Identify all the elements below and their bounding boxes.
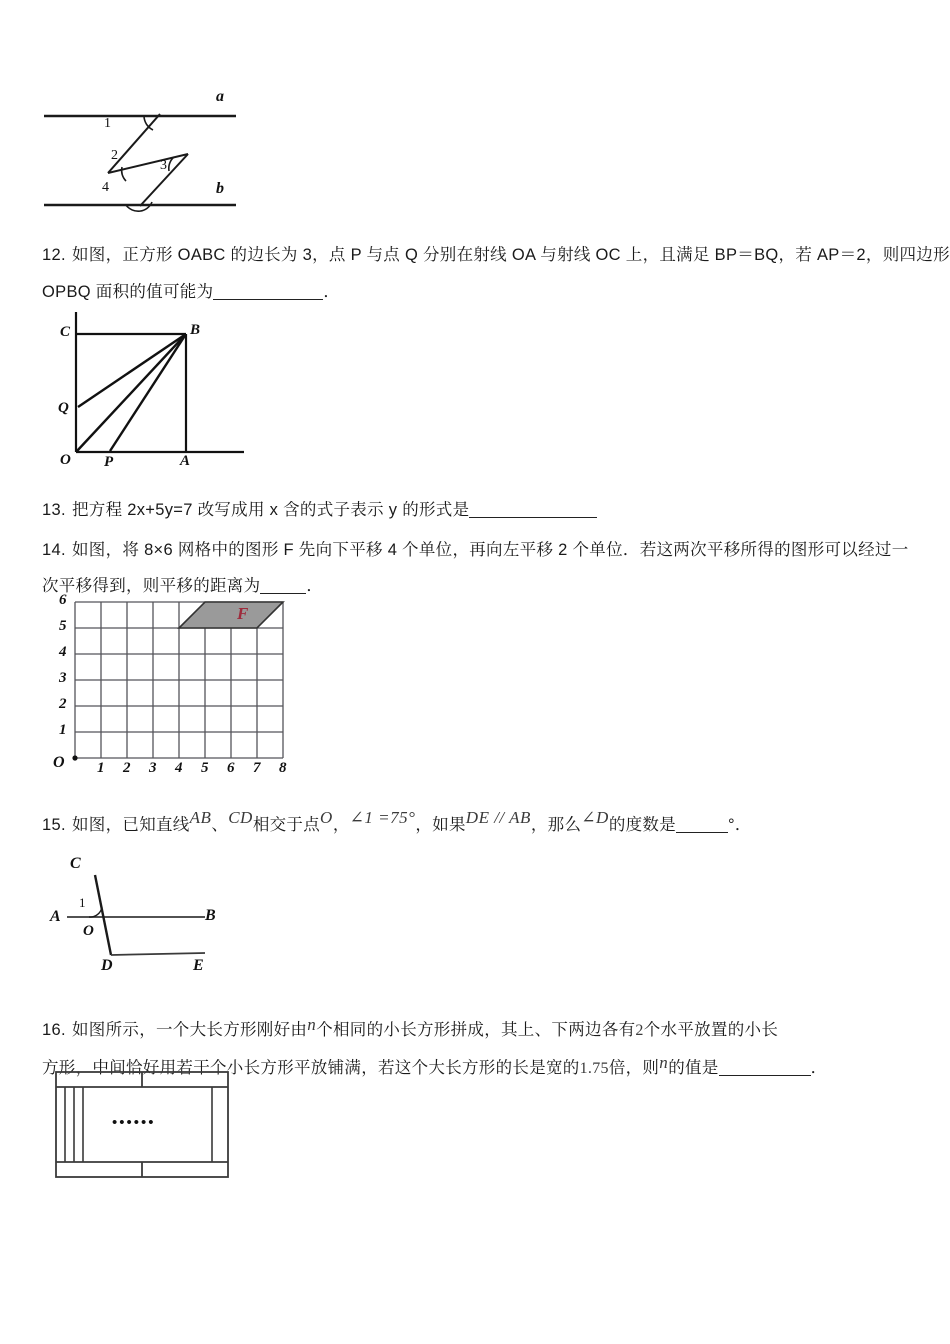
label-q: Q: [58, 400, 69, 416]
intersecting-lines-figure: [45, 855, 295, 985]
question-16-line-1: [42, 1010, 778, 1051]
origin-dot: [72, 755, 77, 760]
shape-f-parallelogram: [179, 602, 283, 628]
question-15-math-o: O: [320, 808, 333, 827]
question-16-number: 16.: [42, 1021, 66, 1039]
question-15-number: 15.: [42, 816, 66, 834]
packed-rectangles-figure: [52, 1068, 252, 1183]
question-15-text-8: °．: [728, 816, 752, 834]
label-b: B: [205, 907, 216, 924]
question-12-period: ．: [323, 283, 341, 301]
question-15-math-de-parallel-ab: DE // AB: [465, 808, 531, 827]
question-16-math-n-2: n: [659, 1053, 669, 1072]
parallel-lines-angles-figure: [40, 88, 255, 218]
question-15-text-7: 的度数是: [608, 816, 677, 834]
question-14-line-1: [42, 530, 909, 570]
grid-xtick-3: 3: [149, 760, 157, 776]
question-15-math-angle1: ∠1 =75°: [349, 808, 416, 827]
question-15-text-1: 如图，已知直线: [72, 816, 190, 834]
question-12-number: 12.: [42, 246, 66, 264]
line-de: [111, 953, 205, 955]
grid-xtick-4: 4: [175, 760, 183, 776]
grid-ytick-1: 1: [59, 722, 67, 738]
angle-1-label: 1: [104, 116, 111, 131]
question-16-text-5: 倍，则: [608, 1059, 660, 1077]
angle-4-label: 4: [102, 180, 109, 195]
grid-ytick-4: 4: [59, 644, 67, 660]
label-p: P: [104, 454, 114, 470]
question-15-text-5: ，如果: [415, 816, 466, 834]
ellipsis-label: ••••••: [112, 1114, 156, 1131]
label-a: A: [180, 453, 191, 469]
question-15-math-cd: CD: [228, 808, 253, 827]
label-d: D: [101, 957, 113, 974]
question-14-text-1: 如图，将 8×6 网格中的图形 F 先向下平移 4 个单位，再向左平移 2 个单位．若这两次平移所得的图形可以经过一: [72, 541, 909, 559]
label-o: O: [83, 923, 94, 939]
question-12-line-1: [42, 235, 950, 275]
question-16-text-3: 个水平放置的小长: [643, 1021, 779, 1039]
segment-bq: [78, 334, 186, 407]
intersecting-lines-svg: [45, 855, 295, 985]
question-12-text-2: OPBQ 面积的值可能为: [42, 283, 214, 301]
line-a-label: a: [216, 88, 224, 105]
segment-middle-upper: [108, 154, 188, 173]
question-15-answer-blank[interactable]: [676, 832, 728, 833]
question-14-number: 14.: [42, 541, 66, 559]
question-15-math-angle-d: ∠D: [581, 808, 609, 827]
grid-ytick-5: 5: [59, 618, 67, 634]
question-16-text-1: 如图所示，一个大长方形刚好由: [72, 1021, 308, 1039]
question-16-period: ．: [810, 1059, 828, 1077]
question-16-answer-blank[interactable]: [719, 1075, 811, 1076]
segment-bp: [110, 334, 186, 451]
square-oabc-figure: [52, 312, 272, 472]
shape-f-label: F: [237, 604, 249, 623]
label-c: C: [70, 855, 81, 872]
question-13-number: 13.: [42, 501, 66, 519]
question-16-text-6: 的值是: [668, 1059, 719, 1077]
grid-xtick-6: 6: [227, 760, 235, 776]
angle-1-arc: [89, 907, 102, 917]
grid-xtick-2: 2: [123, 760, 131, 776]
question-14-text-2: 次平移得到，则平移的距离为: [42, 577, 261, 595]
grid-xtick-7: 7: [253, 760, 261, 776]
question-15-line: [42, 805, 752, 845]
question-14-period: ．: [306, 577, 324, 595]
question-15-math-ab: AB: [189, 808, 212, 827]
grid-translation-svg: [45, 592, 295, 777]
question-12-answer-blank[interactable]: [213, 299, 323, 300]
question-13-answer-blank[interactable]: [469, 517, 597, 518]
grid-xtick-1: 1: [97, 760, 105, 776]
question-13-text: 把方程 2x+5y=7 改写成用 x 含的式子表示 y 的形式是: [72, 501, 470, 519]
line-b-label: b: [216, 180, 224, 197]
question-16-math-two: 2: [635, 1022, 644, 1039]
grid-translation-figure: [45, 592, 295, 777]
grid-ytick-2: 2: [59, 696, 67, 712]
angle-3-label: 3: [160, 158, 167, 173]
label-o: O: [60, 452, 71, 468]
segment-bo: [77, 334, 186, 451]
angle-1-label: 1: [79, 895, 86, 910]
question-16-math-ratio: 1.75: [579, 1060, 609, 1077]
angle-4-arc: [126, 202, 152, 211]
grid-ytick-6: 6: [59, 592, 67, 608]
label-b: B: [190, 322, 201, 338]
question-15-text-6: ，那么: [530, 816, 582, 834]
question-13-line: [42, 490, 597, 530]
label-c: C: [60, 324, 71, 340]
parallel-lines-angles-svg: [40, 88, 255, 218]
question-16-text-4: 方形，中间恰好用若干个小长方形平放铺满，若这个大长方形的长是宽的: [42, 1059, 580, 1077]
question-15-text-4: ，: [332, 816, 350, 834]
label-e: E: [193, 957, 204, 974]
square-oabc-svg: [52, 312, 272, 472]
label-a: A: [50, 908, 61, 925]
question-12-text-1: 如图，正方形 OABC 的边长为 3，点 P 与点 Q 分别在射线 OA 与射线 OC 上，且满足 BP＝BQ，若 AP＝2，则四边形: [72, 246, 950, 264]
question-16-text-2: 个相同的小长方形拼成，其上、下两边各有: [316, 1021, 636, 1039]
question-16-math-n-1: n: [307, 1015, 317, 1034]
question-12-line-2: [42, 272, 340, 312]
grid-origin-label: O: [53, 754, 65, 771]
grid-ytick-3: 3: [59, 670, 67, 686]
angle-2-label: 2: [111, 148, 118, 163]
question-15-text-3: 相交于点: [252, 816, 321, 834]
grid-xtick-8: 8: [279, 760, 287, 776]
segment-upper-transversal: [108, 114, 160, 173]
grid-xtick-5: 5: [201, 760, 209, 776]
question-15-text-2: 、: [211, 816, 229, 834]
